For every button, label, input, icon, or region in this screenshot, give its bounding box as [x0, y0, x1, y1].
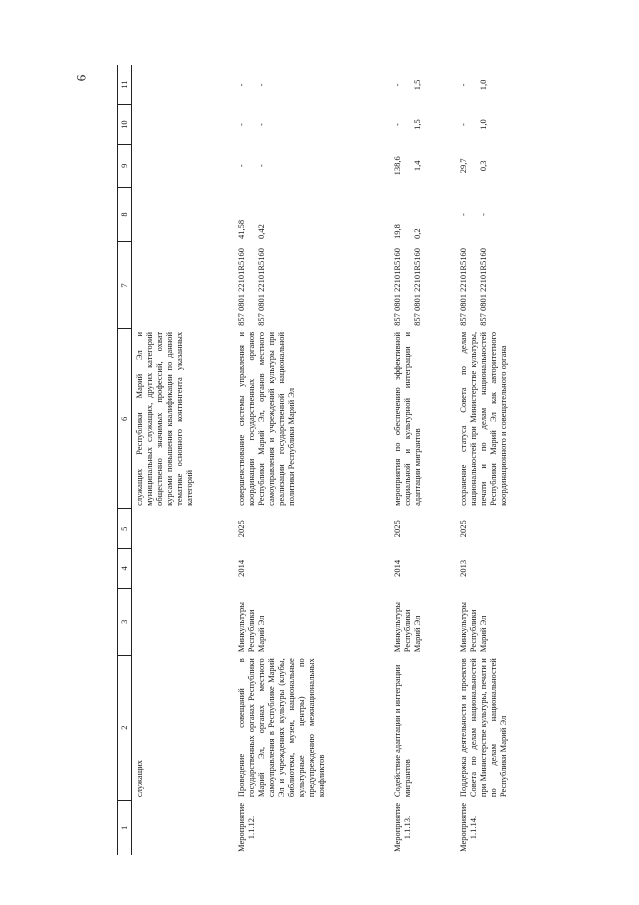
value-col8: 19,8	[392, 224, 402, 239]
activity-name: служащих	[134, 759, 144, 798]
program-activities-table	[117, 65, 522, 855]
table-row	[388, 65, 454, 855]
col-header: 8	[118, 187, 132, 242]
col-header: 4	[118, 549, 132, 589]
end-year: 2025	[458, 520, 468, 538]
budget-code: 857 0801 22101R5160	[256, 247, 267, 326]
budget-code: 857 0801 22101R5160	[412, 247, 423, 326]
expected-result: сохранение статуса Совета по делам национальностей при Министерстве культуры, печати и по делам национальностей Республики Марий Эл как авторитетного координационного и совещательного органа	[458, 331, 509, 506]
end-year: 2025	[236, 520, 246, 538]
col-header: 2	[118, 655, 132, 800]
value-col10: -	[392, 123, 402, 127]
activity-name: Содействие адаптации и интеграции мигрантов	[392, 664, 413, 798]
expected-result: служащих Республики Марий Эл и муниципальных служащих, других категорий общественно значимых профессий, охват курсами повышения квалификации по данной тематике основного контингента указанных категорий	[134, 331, 195, 506]
start-year: 2013	[458, 559, 468, 577]
value-col8-cell	[454, 187, 522, 242]
activity-name: Поддержка деятельности и проектов Совета по делам национальностей при Министерстве культуры, печати и по делам национальностей Республики Марий Эл	[458, 658, 509, 798]
budget-code: 857 0801 22101R5160	[236, 247, 246, 326]
col-header: 5	[118, 509, 132, 549]
col-header: 3	[118, 588, 132, 655]
value-col8: 0,2	[412, 228, 423, 239]
column-number-header	[118, 65, 132, 855]
expected-result: мероприятия по обеспечению эффективной социальной и культурной интеграции и адаптации мигрантов	[392, 331, 423, 506]
table-row	[454, 65, 522, 855]
value-col8-cell	[232, 187, 388, 242]
value-col11: -	[458, 83, 468, 87]
value-col11-cell	[454, 65, 522, 105]
value-col10: -	[256, 123, 267, 127]
budget-code-cell	[454, 242, 522, 329]
value-col10: -	[236, 123, 246, 127]
table-row	[232, 65, 388, 855]
col-header: 9	[118, 144, 132, 187]
value-col9-cell	[388, 144, 454, 187]
value-col10: 1,0	[478, 119, 489, 130]
col-header: 7	[118, 242, 132, 329]
value-col9: 29,7	[458, 158, 468, 174]
value-col10-cell	[388, 105, 454, 145]
table-row	[132, 65, 233, 855]
value-col11-cell	[232, 65, 388, 105]
budget-code: 857 0801 22101R5160	[478, 247, 489, 326]
value-col8	[132, 187, 233, 242]
end-year: 2025	[392, 520, 402, 538]
value-col11	[132, 65, 233, 105]
rotated-table-container	[117, 65, 527, 855]
budget-code	[132, 242, 233, 329]
value-col9: -	[236, 164, 246, 168]
value-col8: -	[458, 213, 468, 216]
col-header: 1	[118, 800, 132, 855]
activity-id: Мероприятие 1.1.13.	[392, 802, 413, 852]
executor: Минкультуры Республики Марий Эл	[392, 602, 423, 653]
value-col11: -	[256, 83, 267, 87]
end-year	[132, 509, 233, 549]
budget-code-cell	[232, 242, 388, 329]
value-col9-cell	[454, 144, 522, 187]
executor: Минкультуры Республики Марий Эл	[236, 602, 267, 653]
value-col9: 138,6	[392, 156, 402, 176]
value-col11: 1,0	[478, 79, 489, 91]
value-col11: -	[236, 83, 246, 87]
start-year: 2014	[236, 559, 246, 577]
page-number: 6	[73, 74, 89, 82]
col-header: 6	[118, 329, 132, 509]
value-col11-cell	[388, 65, 454, 105]
value-col9: -	[256, 164, 267, 168]
start-year	[132, 549, 233, 589]
value-col10-cell	[232, 105, 388, 145]
value-col8: 41,58	[236, 219, 246, 239]
start-year: 2014	[392, 559, 402, 577]
budget-code: 857 0801 22101R5160	[458, 247, 468, 326]
activity-id	[132, 800, 233, 855]
value-col9	[132, 144, 233, 187]
value-col9: 1,4	[412, 160, 423, 172]
value-col11: -	[392, 83, 402, 87]
col-header: 11	[118, 65, 132, 105]
activity-id: Мероприятие 1.1.14.	[458, 802, 479, 852]
activity-id: Мероприятие 1.1.12.	[236, 802, 257, 852]
value-col9: 0,3	[478, 160, 489, 172]
value-col8-cell	[388, 187, 454, 242]
activity-name: Проведение совещаний в государственных органах Республики Марий Эл, органах местного самоуправления в Республике Марий Эл и учреждениях культуры (клубы, библиотеки, музеи, национальные культурные центры) по предупреждению межнациональных конфликтов	[236, 658, 327, 798]
value-col8: 0,42	[256, 224, 267, 239]
value-col10: -	[458, 123, 468, 127]
value-col11: 1,5	[412, 79, 423, 91]
value-col10	[132, 105, 233, 145]
executor: Минкультуры Республики Марий Эл	[458, 602, 489, 653]
budget-code: 857 0801 22101R5160	[392, 247, 402, 326]
value-col10: 1,5	[412, 119, 423, 130]
budget-code-cell	[388, 242, 454, 329]
value-col10-cell	[454, 105, 522, 145]
col-header: 10	[118, 105, 132, 145]
value-col9-cell	[232, 144, 388, 187]
expected-result: совершенствование системы управления и координации государственных органов Республики Марий Эл, органов местного самоуправления и учреждений культуры при реализации государственной национальной политики Республики Марий Эл	[236, 331, 297, 506]
value-col8: -	[478, 213, 489, 216]
executor	[132, 588, 233, 655]
